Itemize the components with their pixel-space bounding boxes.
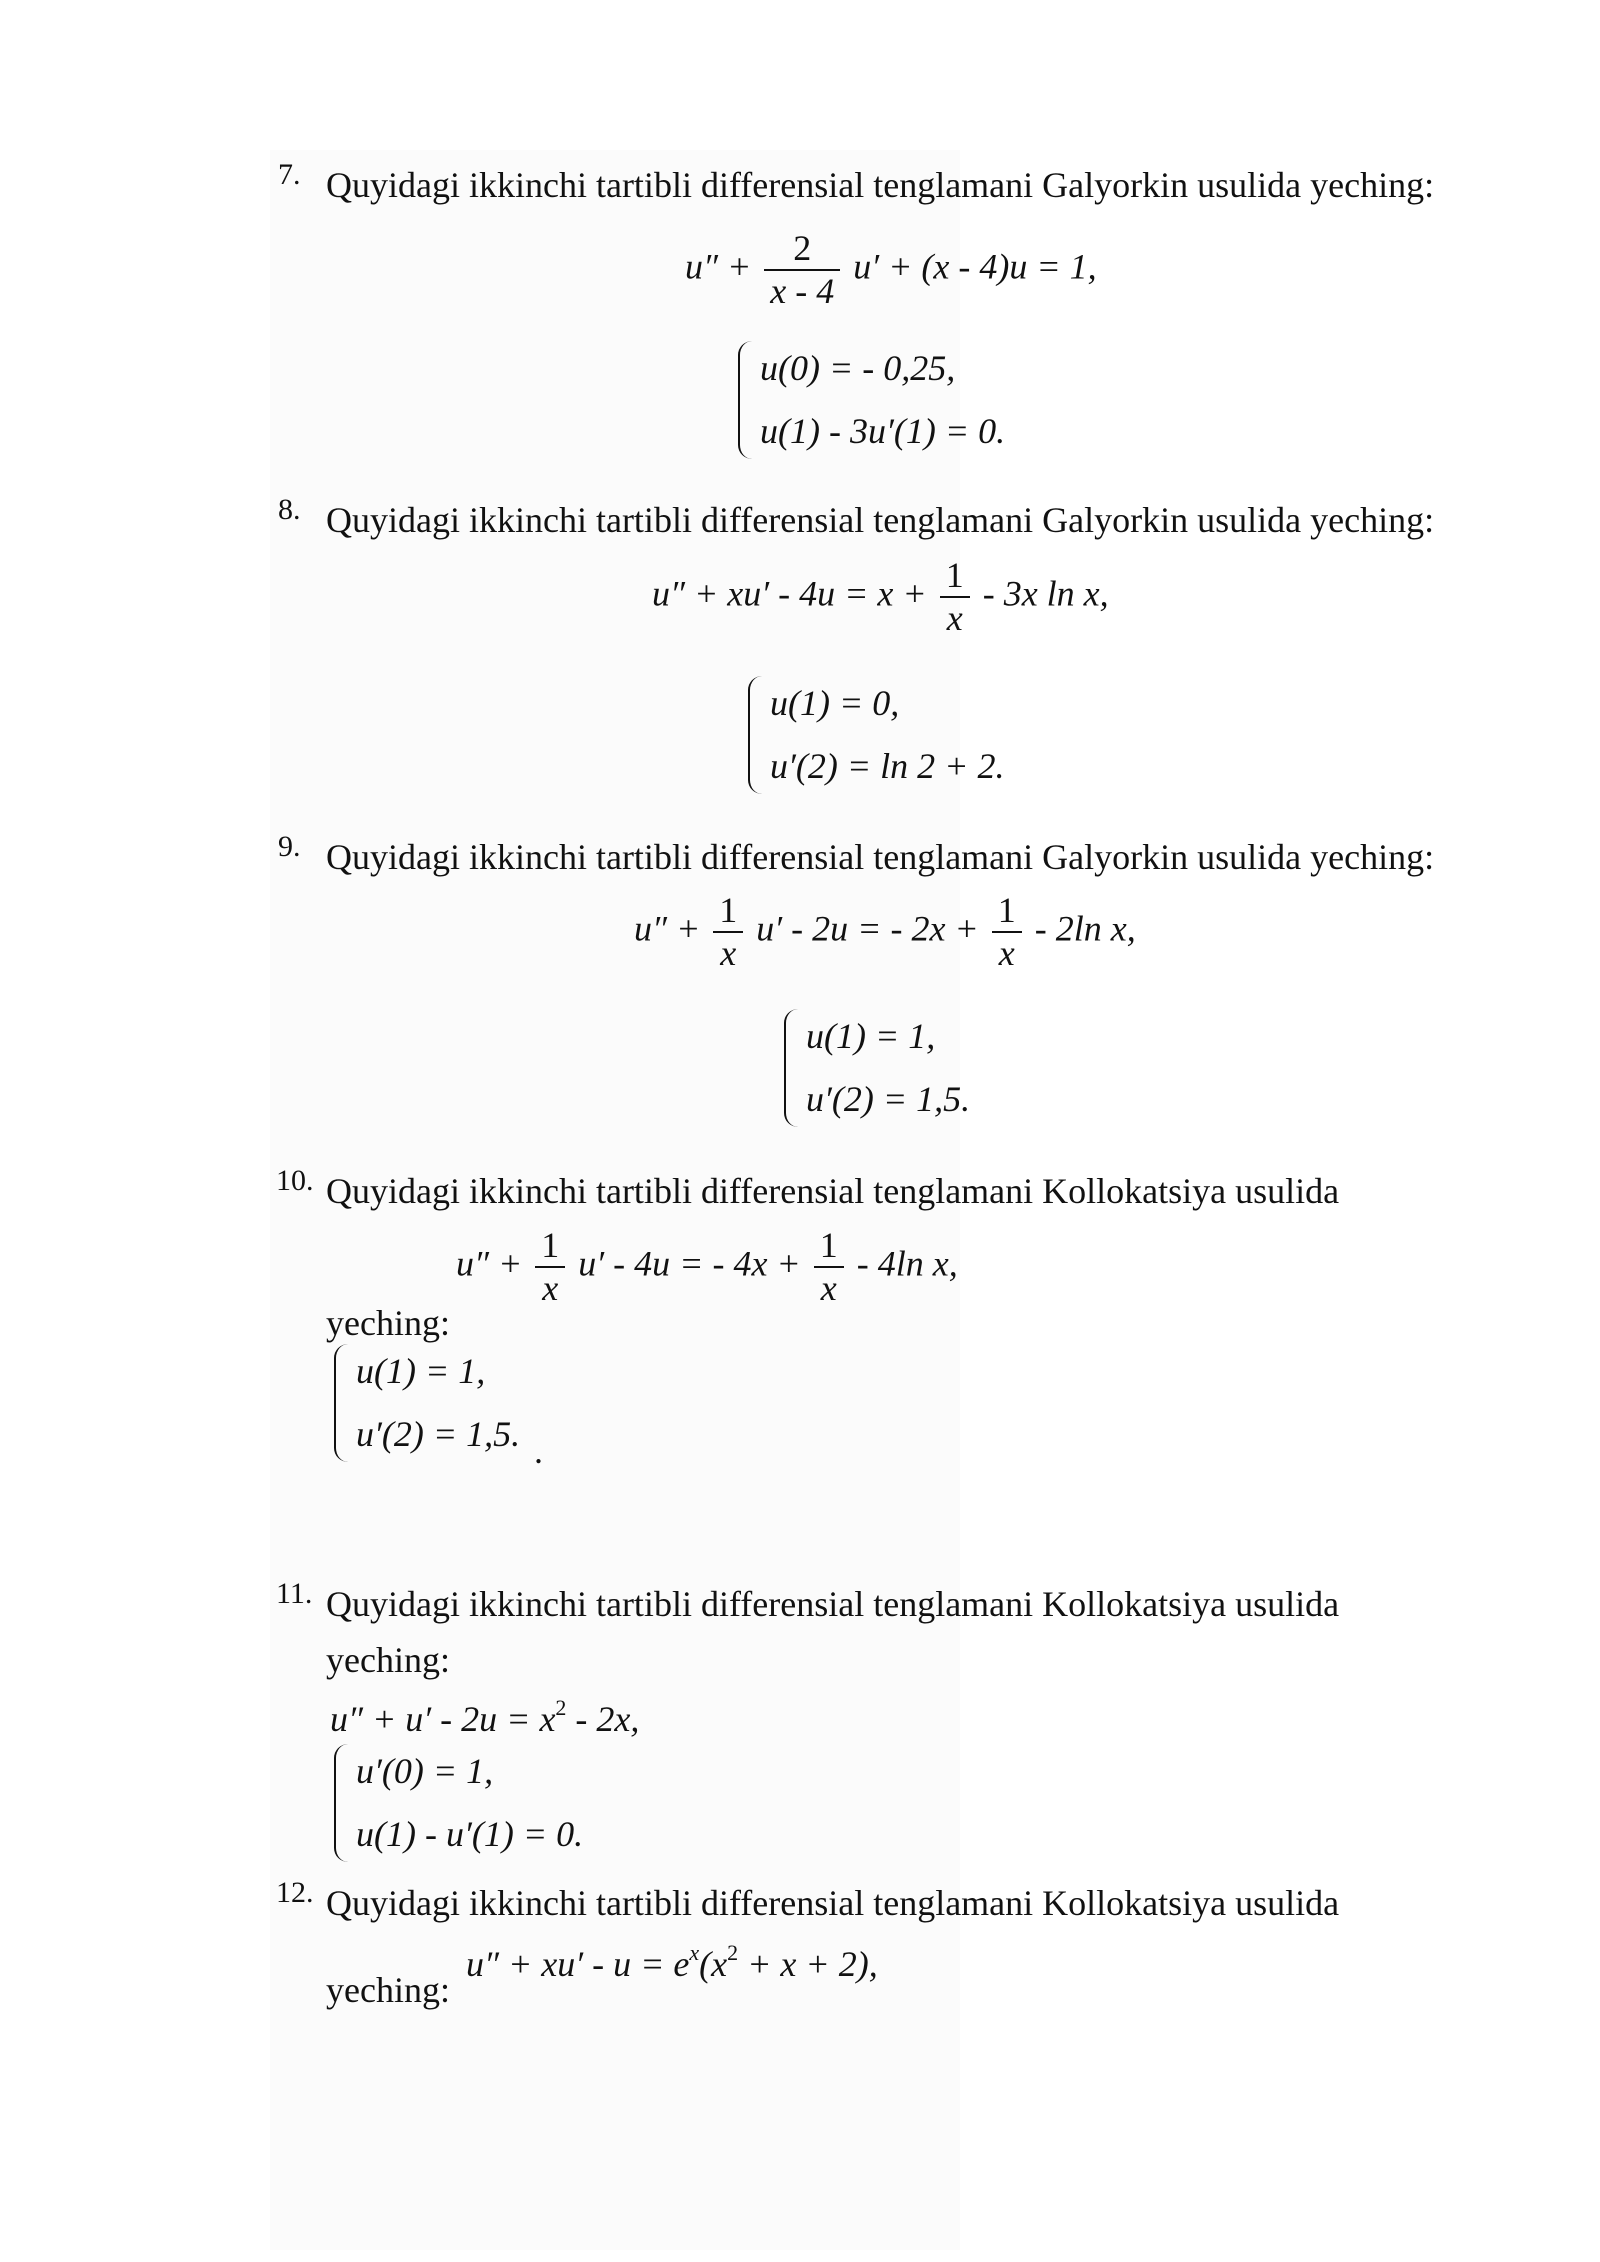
fraction-numerator: 1 [814, 1225, 844, 1268]
equation-right: - 2x, [566, 1699, 640, 1739]
fraction-numerator: 1 [992, 890, 1022, 933]
problem-number: 10. [276, 1164, 314, 1197]
fraction-numerator: 2 [764, 228, 840, 271]
fraction-denominator: x [820, 1268, 837, 1309]
fraction [713, 890, 743, 975]
fraction-numerator: 1 [713, 890, 743, 933]
trailing-dot: . [534, 1431, 543, 1471]
condition: u′(2) = 1,5. [356, 1414, 521, 1454]
equation-left: u″ + [685, 246, 752, 287]
problem-statement-continued: yeching: [326, 1303, 450, 1343]
equation-right: + x + 2), [738, 1944, 878, 1984]
boundary-conditions [738, 337, 1005, 463]
equation-left: u″ + xu′ - u = e [466, 1944, 690, 1984]
condition: u(1) = 0, [770, 683, 900, 723]
fraction-denominator: x [542, 1268, 559, 1309]
equation [466, 1942, 878, 1982]
problem-statement: Quyidagi ikkinchi tartibli differensial tenglamani Galyorkin usulida yeching: [326, 837, 1435, 877]
equation-middle: (x [699, 1944, 728, 1984]
problem-statement: Quyidagi ikkinchi tartibli differensial tenglamani Galyorkin usulida yeching: [326, 165, 1435, 205]
problem-statement: Quyidagi ikkinchi tartibli differensial tenglamani Kollokatsiya usulida [326, 1171, 1340, 1211]
equation-right: - 3x ln x, [982, 573, 1109, 614]
equation-right: - 4ln x, [856, 1243, 958, 1284]
problem-statement-continued: yeching: [326, 1970, 450, 2010]
condition: u′(2) = ln 2 + 2. [770, 746, 1005, 786]
equation [634, 890, 1136, 975]
equation-middle: u′ - 2u = - 2x + [756, 908, 979, 949]
equation [652, 555, 1109, 640]
brace-icon [738, 341, 754, 459]
problem-number: 9. [278, 830, 301, 863]
equation-right: u′ + (x - 4)u = 1, [853, 246, 1097, 287]
equation-left: u″ + [634, 908, 701, 949]
boundary-conditions [748, 672, 1004, 798]
fraction-denominator: x [998, 933, 1015, 974]
equation-left: u″ + u′ - 2u = x [330, 1699, 556, 1739]
exponent: x [689, 1940, 700, 1965]
fraction [992, 890, 1022, 975]
problem-number: 7. [278, 158, 301, 191]
equation [330, 1697, 639, 1737]
exponent: 2 [555, 1695, 567, 1720]
fraction [535, 1225, 565, 1310]
condition: u(1) - 3u′(1) = 0. [760, 411, 1006, 451]
problem-number: 12. [276, 1876, 314, 1909]
condition: u(1) - u′(1) = 0. [356, 1814, 584, 1854]
equation-middle: u′ - 4u = - 4x + [578, 1243, 801, 1284]
condition: u(1) = 1, [806, 1016, 936, 1056]
equation-left: u″ + xu′ - 4u = x + [652, 573, 927, 614]
boundary-conditions [784, 1005, 970, 1131]
fraction [940, 555, 970, 640]
equation [456, 1225, 958, 1310]
fraction-denominator: x [946, 598, 963, 639]
fraction-denominator: x [720, 933, 737, 974]
brace-icon [334, 1344, 350, 1462]
problem-number: 8. [278, 493, 301, 526]
problem-statement-continued: yeching: [326, 1640, 450, 1680]
condition: u(1) = 1, [356, 1351, 486, 1391]
boundary-conditions [334, 1340, 520, 1466]
equation-right: - 2ln x, [1034, 908, 1136, 949]
problem-statement: Quyidagi ikkinchi tartibli differensial tenglamani Galyorkin usulida yeching: [326, 500, 1435, 540]
problem-statement: Quyidagi ikkinchi tartibli differensial tenglamani Kollokatsiya usulida [326, 1883, 1340, 1923]
equation [685, 228, 1097, 313]
brace-icon [748, 676, 764, 794]
problem-statement: Quyidagi ikkinchi tartibli differensial tenglamani Kollokatsiya usulida [326, 1584, 1340, 1624]
condition: u(0) = - 0,25, [760, 348, 956, 388]
brace-icon [784, 1009, 800, 1127]
fraction [764, 228, 840, 313]
condition: u′(2) = 1,5. [806, 1079, 971, 1119]
exponent: 2 [727, 1940, 739, 1965]
condition: u′(0) = 1, [356, 1751, 494, 1791]
fraction-numerator: 1 [940, 555, 970, 598]
equation-left: u″ + [456, 1243, 523, 1284]
boundary-conditions [334, 1740, 583, 1866]
problem-number: 11. [276, 1577, 313, 1610]
brace-icon [334, 1744, 350, 1862]
fraction-numerator: 1 [535, 1225, 565, 1268]
fraction-denominator: x - 4 [770, 271, 835, 312]
fraction [814, 1225, 844, 1310]
